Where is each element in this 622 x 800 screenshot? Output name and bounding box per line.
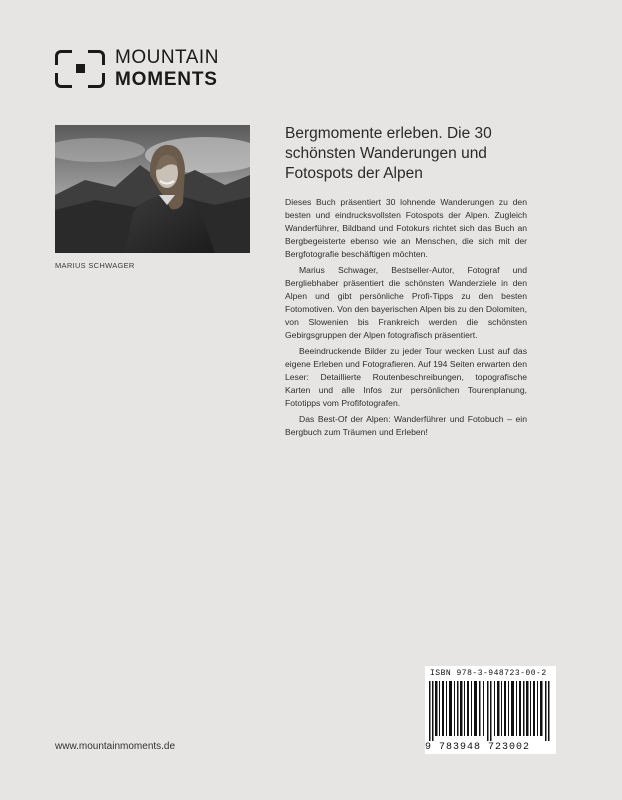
page-headline: Bergmomente erleben. Die 30 schönsten Wanderungen und Fotospots der Alpen xyxy=(285,125,492,182)
brand-logo xyxy=(55,48,219,89)
website-url: www.mountainmoments.de xyxy=(55,741,176,752)
description-text xyxy=(285,196,527,442)
isbn-label: ISBN 978-3-948723-00-2 xyxy=(430,669,547,678)
camera-frame-icon xyxy=(55,50,105,88)
barcode-number: 9 783948 723002 xyxy=(425,742,531,753)
brand-line1: MOUNTAIN xyxy=(115,47,219,68)
brand-wordmark xyxy=(115,48,219,89)
paragraph: Beeindruckende Bilder zu jeder Tour wecken Lust auf das eigene Erleben und Fotografieren. Auf 194 Seiten erwarten den Leser: Detaillierte Routenbeschreibungen, topografische Karten und alle Infos zur persönlichen Tourenplanung, Fototipps vom Profifotografen. xyxy=(285,346,527,408)
paragraph: Das Best-Of der Alpen: Wanderführer und Fotobuch – ein Bergbuch zum Träumen und Erleben! xyxy=(285,414,527,437)
brand-line2: MOMENTS xyxy=(115,69,218,90)
barcode-bars xyxy=(429,681,552,741)
photo-caption: MARIUS SCHWAGER xyxy=(55,261,135,270)
isbn-barcode xyxy=(425,666,556,754)
paragraph: Marius Schwager, Bestseller-Autor, Fotograf und Bergliebhaber präsentiert die schönsten Wanderziele in den Alpen und gibt persönliche Profi-Tipps zu den besten Fotomotiven. Von den bayerischen Alpen bis zu den Dolomiten, von Slowenien bis Frankreich werden die schönsten Gebirgsgruppen der Alpen fotografisch präsentiert. xyxy=(285,265,527,340)
paragraph: Dieses Buch präsentiert 30 lohnende Wanderungen zu den besten und eindrucksvollsten Fotospots der Alpen. Zugleich Wanderführer, Bildband und Fotokurs richtet sich das Buch an Bergbegeisterte ebenso wie an Menschen, die sich mit der Bergfotografie beschäftigen möchten. xyxy=(285,197,527,259)
author-photo xyxy=(55,125,250,253)
